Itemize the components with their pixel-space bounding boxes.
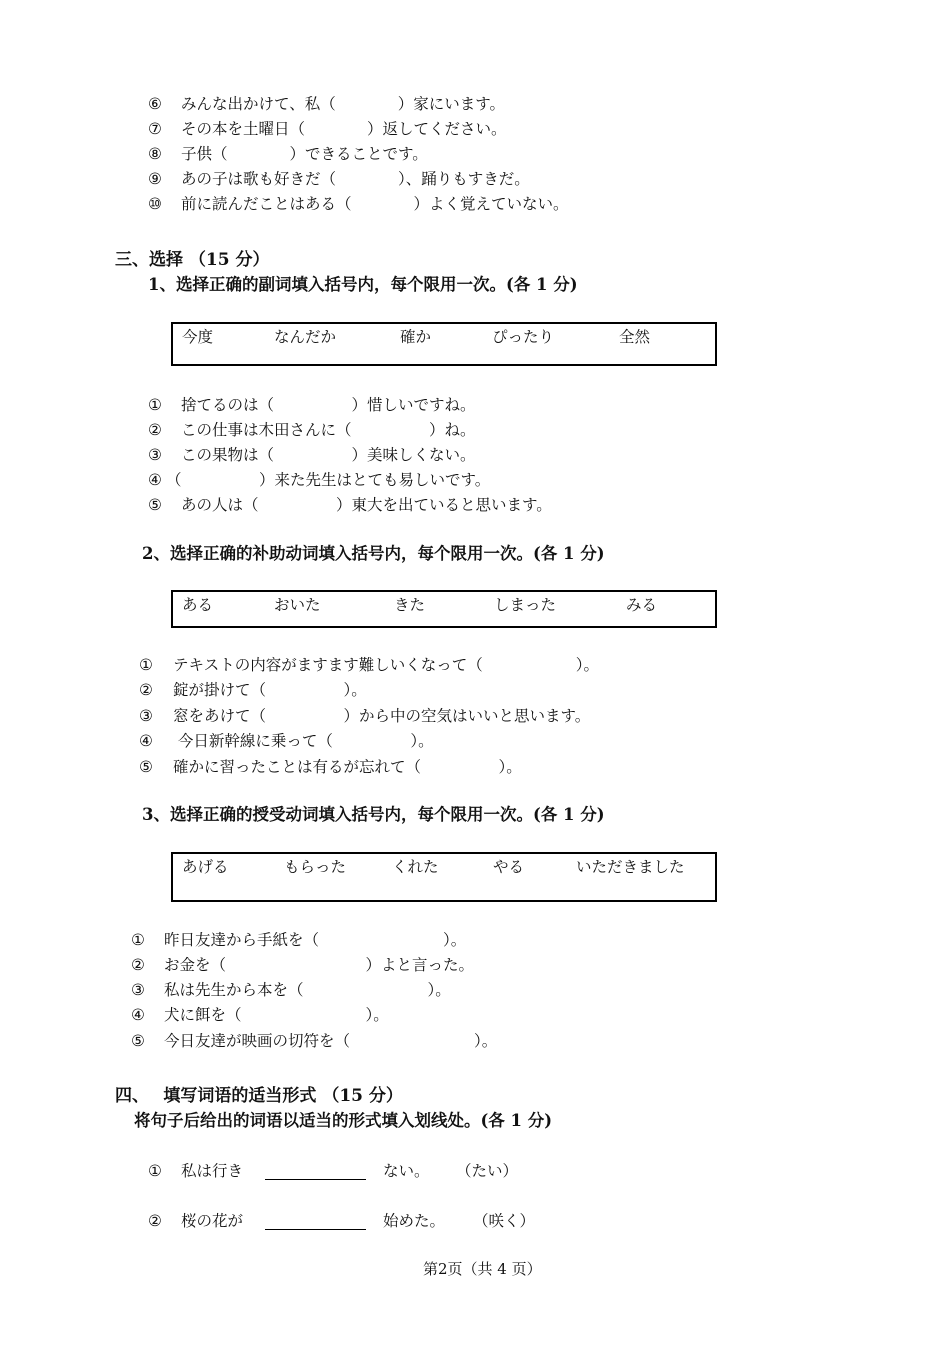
- word-option: しまった: [494, 596, 557, 614]
- sentence: テキストの内容がますます難しいくなって（ ）。: [173, 656, 599, 674]
- word-bank-box: [171, 322, 717, 366]
- sentence: あの子は歌も好きだ（ ）、踊りもすきだ。: [181, 170, 530, 188]
- item-number: ⑦: [148, 120, 162, 138]
- item-number: ④: [131, 1006, 145, 1024]
- sentence: 前に読んだことはある（ ）よく覚えていない。: [181, 195, 569, 213]
- item-number: ⑨: [148, 170, 162, 188]
- item-number: ①: [148, 1162, 162, 1180]
- answer-blank[interactable]: [265, 1229, 366, 1230]
- word-option: なんだか: [274, 328, 337, 346]
- word-option: やる: [493, 858, 525, 876]
- sentence: 捨てるのは（ ）惜しいですね。: [181, 396, 476, 414]
- item-number: ①: [131, 931, 145, 949]
- sentence-before: 私は行き: [181, 1162, 244, 1180]
- sentence: あの人は（ ）東大を出ていると思います。: [181, 496, 552, 514]
- sentence: 錠が掛けて（ ）。: [173, 681, 367, 699]
- sentence: この仕事は木田さんに（ ）ね。: [181, 421, 476, 439]
- item-number: ①: [148, 396, 162, 414]
- word-option: きた: [394, 596, 426, 614]
- word-option: あげる: [182, 858, 229, 876]
- item-number: ②: [148, 421, 162, 439]
- sentence: 犬に餌を（ ）。: [164, 1006, 389, 1024]
- item-number: ③: [139, 707, 153, 725]
- item-number: ⑧: [148, 145, 162, 163]
- word-option: おいた: [274, 596, 321, 614]
- section-4-subtitle: 将句子后给出的词语以适当的形式填入划线处。(各 1 分): [134, 1111, 553, 1130]
- sentence: その本を土曜日（ ）返してください。: [181, 120, 507, 138]
- word-option: ぴったり: [492, 328, 555, 346]
- item-number: ②: [139, 681, 153, 699]
- sentence-after: ない。: [383, 1162, 430, 1180]
- sentence: 子供（ ）できることです。: [181, 145, 428, 163]
- sentence: この果物は（ ）美味しくない。: [181, 446, 476, 464]
- question-2-title: 2、选择正确的补助动词填入括号内，每个限用一次。(各 1 分): [142, 544, 605, 563]
- word-option: みる: [626, 596, 658, 614]
- item-number: ④: [148, 471, 162, 489]
- item-number: ⑤: [139, 758, 153, 776]
- item-number: ⑤: [148, 496, 162, 514]
- item-number: ②: [131, 956, 145, 974]
- sentence: 窓をあけて（ ）から中の空気はいいと思います。: [173, 707, 591, 725]
- word-option: もらった: [284, 858, 347, 876]
- word-option: くれた: [392, 858, 439, 876]
- item-number: ③: [131, 981, 145, 999]
- item-number: ⑥: [148, 95, 162, 113]
- item-number: ②: [148, 1212, 162, 1230]
- sentence: 昨日友達から手紙を（ ）。: [164, 931, 467, 949]
- question-3-title: 3、选择正确的授受动词填入括号内，每个限用一次。(各 1 分): [142, 805, 605, 824]
- sentence: 今日新幹線に乗って（ ）。: [173, 732, 434, 750]
- sentence: 私は先生から本を（ ）。: [164, 981, 451, 999]
- sentence-before: 桜の花が: [181, 1212, 244, 1230]
- sentence: 今日友達が映画の切符を（ ）。: [164, 1032, 498, 1050]
- word-option: ある: [182, 596, 214, 614]
- item-number: ⑩: [148, 195, 162, 213]
- word-bank-box: [171, 590, 717, 628]
- item-number: ①: [139, 656, 153, 674]
- question-1-title: 1、选择正确的副词填入括号内，每个限用一次。(各 1 分): [148, 275, 578, 294]
- word-bank-box: [171, 852, 717, 902]
- hint-word: （たい）: [456, 1162, 519, 1180]
- word-option: 今度: [182, 328, 214, 346]
- sentence: みんな出かけて、私（ ）家にいます。: [181, 95, 505, 113]
- sentence-after: 始めた。: [383, 1212, 446, 1230]
- item-number: ⑤: [131, 1032, 145, 1050]
- item-number: ④: [139, 732, 153, 750]
- page-footer: 第2页（共 4 页）: [423, 1260, 542, 1278]
- sentence: 確かに習ったことは有るが忘れて（ ）。: [173, 758, 522, 776]
- section-4-title: 四、 填写词语的适当形式 （15 分）: [115, 1086, 403, 1106]
- section-3-title: 三、选择 （15 分）: [115, 250, 270, 270]
- word-option: いただきました: [576, 858, 685, 876]
- sentence: （ ）来た先生はとても易しいです。: [166, 471, 491, 489]
- hint-word: （咲く）: [473, 1212, 536, 1230]
- sentence: お金を（ ）よと言った。: [164, 956, 475, 974]
- item-number: ③: [148, 446, 162, 464]
- word-option: 確か: [400, 328, 432, 346]
- answer-blank[interactable]: [265, 1179, 366, 1180]
- word-option: 全然: [619, 328, 651, 346]
